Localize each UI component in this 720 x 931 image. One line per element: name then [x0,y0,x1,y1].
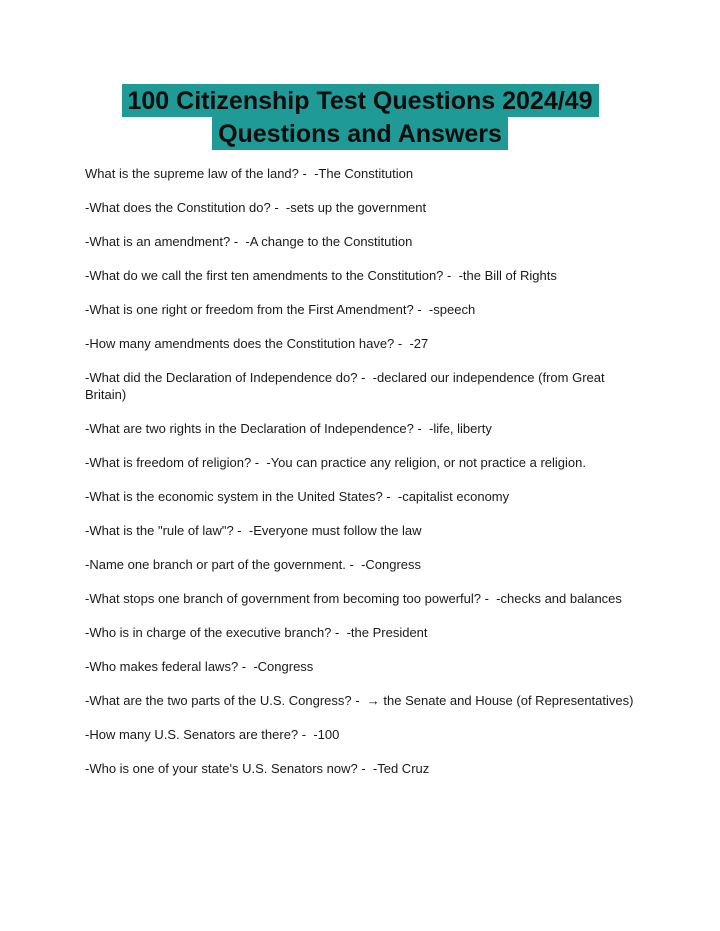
question-text: -How many U.S. Senators are there? [85,727,299,742]
answer-text: -A change to the Constitution [245,234,413,249]
qa-item: -What stops one branch of government from becoming too powerful? - -checks and balances [85,591,622,606]
answer-text: -speech [428,302,476,317]
qa-item: -What is one right or freedom from the First Amendment? - -speech [85,302,476,317]
answer-text: -sets up the government [285,200,427,215]
question-text: -What does the Constitution do? [85,200,271,215]
qa-item: -What do we call the first ten amendments to the Constitution? - -the Bill of Rights [85,268,557,283]
answer-text: -checks and balances [496,591,622,606]
question-text: -What did the Declaration of Independence do? [85,370,358,385]
qa-item: -What is the "rule of law"? - -Everyone must follow the law [85,523,422,538]
question-text: -Who makes federal laws? [85,659,239,674]
answer-text: -the Bill of Rights [458,268,557,283]
qa-item: -What does the Constitution do? - -sets up the government [85,200,427,215]
answer-text: -life, liberty [428,421,492,436]
question-text: -What is freedom of religion? [85,455,252,470]
question-text: -What do we call the first ten amendments to the Constitution? [85,268,444,283]
title-line-2: Questions and Answers [212,117,508,150]
answer-text: → the Senate and House (of Representatives) [366,693,634,708]
qa-item: -Name one branch or part of the government. - -Congress [85,557,422,572]
answer-text: -The Constitution [314,166,414,181]
title-line-1: 100 Citizenship Test Questions 2024/49 [122,84,599,117]
qa-list [85,165,635,794]
answer-text: -Congress [361,557,422,572]
answer-text: -declared our independence (from Great Britain) [85,370,605,402]
qa-item: -Who is one of your state's U.S. Senators now? - -Ted Cruz [85,761,430,776]
answer-text: -You can practice any religion, or not practice a religion. [266,455,587,470]
answer-text: -Ted Cruz [372,761,430,776]
qa-item: -How many amendments does the Constitution have? - -27 [85,336,429,351]
document-title [0,84,720,150]
question-text: -What are the two parts of the U.S. Congress? [85,693,352,708]
qa-item: -What did the Declaration of Independence do? - -declared our independence (from Great Britain) [85,370,605,402]
question-text: -What is the "rule of law"? [85,523,234,538]
question-text: -What is one right or freedom from the First Amendment? [85,302,414,317]
qa-item: -How many U.S. Senators are there? - -100 [85,727,340,742]
question-text: -What are two rights in the Declaration of Independence? [85,421,414,436]
question-text: -Who is one of your state's U.S. Senators now? [85,761,358,776]
question-text: -Name one branch or part of the government. [85,557,346,572]
qa-item: -What is the economic system in the United States? - -capitalist economy [85,489,510,504]
question-text: -How many amendments does the Constitution have? [85,336,395,351]
qa-item: -Who is in charge of the executive branch? - -the President [85,625,428,640]
qa-item: -Who makes federal laws? - -Congress [85,659,314,674]
answer-text: -Everyone must follow the law [248,523,422,538]
qa-item: -What are two rights in the Declaration of Independence? - -life, liberty [85,421,492,436]
qa-item: What is the supreme law of the land? - -The Constitution [85,166,414,181]
question-text: What is the supreme law of the land? [85,166,299,181]
question-text: -Who is in charge of the executive branch? [85,625,332,640]
qa-item: -What is freedom of religion? - -You can practice any religion, or not practice a religion. [85,455,587,470]
question-text: -What is an amendment? [85,234,231,249]
question-text: -What stops one branch of government from becoming too powerful? [85,591,481,606]
answer-text: -the President [346,625,428,640]
answer-text: -27 [409,336,429,351]
qa-item: -What is an amendment? - -A change to the Constitution [85,234,413,249]
question-text: -What is the economic system in the United States? [85,489,383,504]
answer-text: -capitalist economy [397,489,510,504]
qa-item: -What are the two parts of the U.S. Congress? - → the Senate and House (of Representatives) [85,693,634,708]
answer-text: -Congress [253,659,314,674]
answer-text: -100 [313,727,340,742]
